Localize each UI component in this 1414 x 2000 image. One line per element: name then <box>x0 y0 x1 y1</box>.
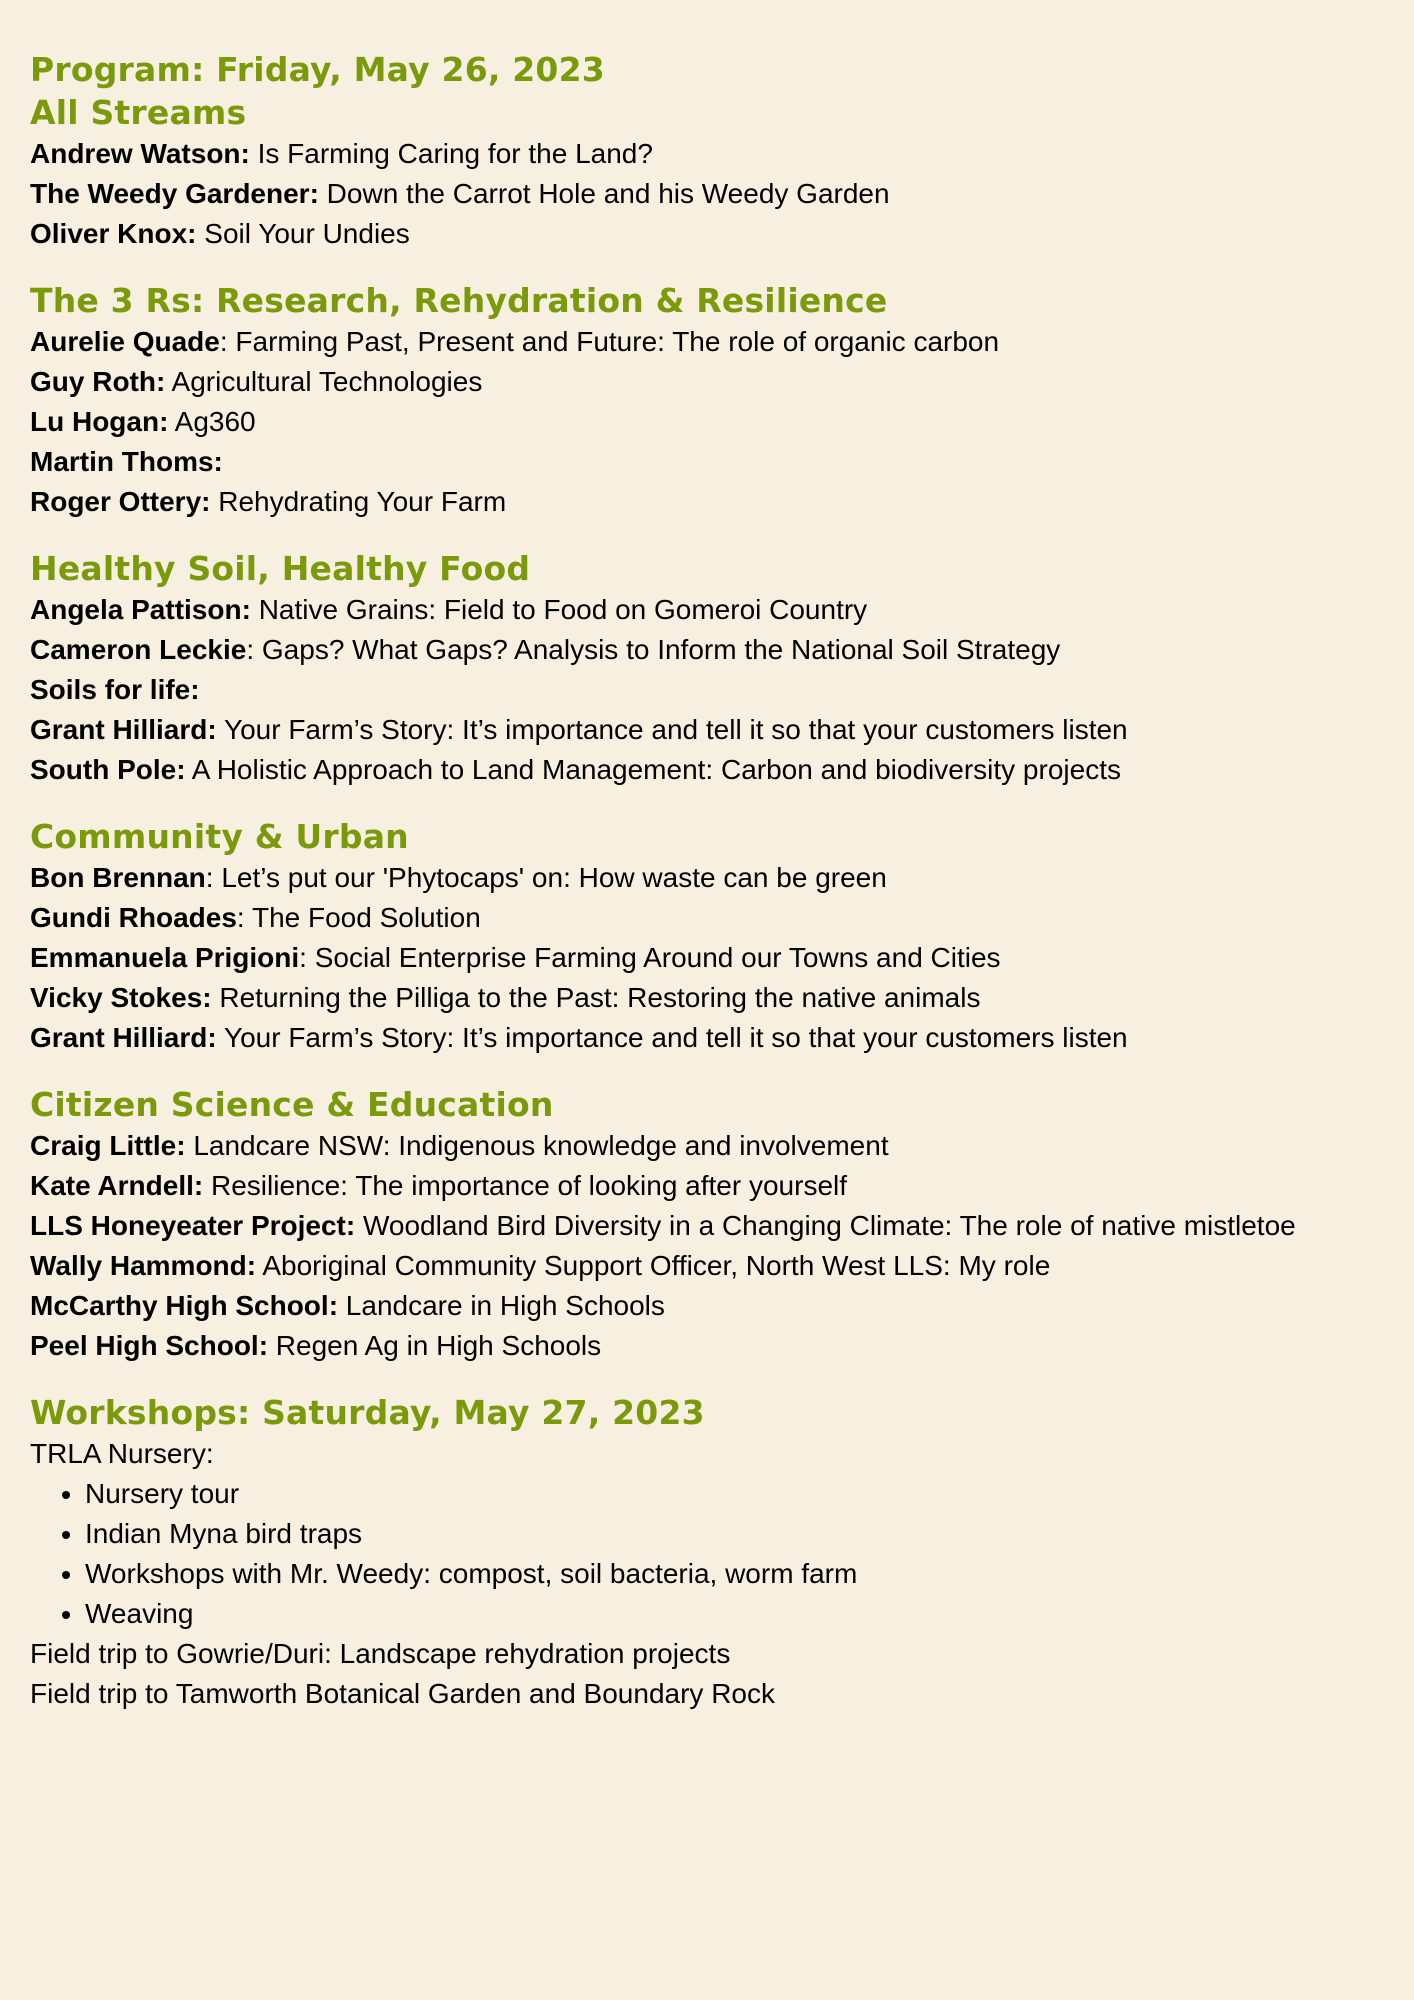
program-item <box>30 1286 1384 1326</box>
separator: : <box>299 942 307 973</box>
talk-title: Regen Ag in High Schools <box>268 1330 602 1361</box>
program-item <box>30 898 1384 938</box>
talk-title: Down the Carrot Hole and his Weedy Garden <box>318 178 890 209</box>
speaker-name: LLS Honeyeater Project: <box>30 1210 356 1241</box>
program-item <box>30 1206 1384 1246</box>
workshop-item: • Workshops with Mr. Weedy: compost, soil bacteria, worm farm <box>85 1554 1384 1594</box>
section-heading: The 3 Rs: Research, Rehydration & Resilience <box>30 281 888 320</box>
program-item <box>30 1166 1384 1206</box>
workshop-list <box>30 1474 1384 1634</box>
speaker-name: Kate Arndell: <box>30 1170 204 1201</box>
field-trip: Field trip to Gowrie/Duri: Landscape rehydration projects <box>30 1638 731 1669</box>
program-item <box>30 214 1384 254</box>
talk-title: Gaps? What Gaps? Analysis to Inform the National Soil Strategy <box>254 634 1061 665</box>
talk-title: Ag360 <box>168 406 256 437</box>
section-citizen-science <box>30 1084 1384 1366</box>
speaker-name: South Pole: <box>30 754 186 785</box>
speaker-name: McCarthy High School: <box>30 1290 339 1321</box>
section-all-streams <box>30 92 1384 254</box>
section-heading: Community & Urban <box>30 817 409 856</box>
speaker-name: Grant Hilliard: <box>30 1022 217 1053</box>
program-title: Program: Friday, May 26, 2023 <box>30 50 605 89</box>
talk-title: Landcare NSW: Indigenous knowledge and involvement <box>185 1130 889 1161</box>
program-item <box>30 174 1384 214</box>
talk-title: Returning the Pilliga to the Past: Restoring the native animals <box>211 982 981 1013</box>
section-community-urban <box>30 816 1384 1058</box>
program-item <box>30 134 1384 174</box>
program-item <box>30 590 1384 630</box>
talk-title: Social Enterprise Farming Around our Towns and Cities <box>306 942 1001 973</box>
speaker-name: Craig Little: <box>30 1130 186 1161</box>
program-item <box>30 1326 1384 1366</box>
talk-title: Your Farm’s Story: It’s importance and tell it so that your customers listen <box>216 714 1128 745</box>
separator: : <box>246 634 255 665</box>
talk-title: Rehydrating Your Farm <box>210 486 507 517</box>
speaker-name: Soils for life: <box>30 674 200 705</box>
talk-title: Soil Your Undies <box>196 218 410 249</box>
talk-title: Let’s put our 'Phytocaps' on: How waste can be green <box>213 862 887 893</box>
speaker-name: Peel High School: <box>30 1330 269 1361</box>
program-item <box>30 1018 1384 1058</box>
separator: : <box>205 862 214 893</box>
separator: : <box>236 902 245 933</box>
talk-title: Is Farming Caring for the Land? <box>249 138 653 169</box>
workshop-item: • Indian Myna bird traps <box>85 1514 1384 1554</box>
speaker-name: Andrew Watson: <box>30 138 250 169</box>
program-item <box>30 710 1384 750</box>
program-item <box>30 1246 1384 1286</box>
talk-title: Your Farm’s Story: It’s importance and tell it so that your customers listen <box>216 1022 1128 1053</box>
speaker-name: Aurelie Quade <box>30 326 220 357</box>
separator: : <box>219 326 228 357</box>
talk-title: Native Grains: Field to Food on Gomeroi Country <box>250 594 868 625</box>
program-item <box>30 402 1384 442</box>
workshop-item: • Nursery tour <box>85 1474 1384 1514</box>
section-workshops <box>30 1392 1384 1714</box>
talk-title: Resilience: The importance of looking after yourself <box>203 1170 848 1201</box>
speaker-name: Vicky Stokes: <box>30 982 212 1013</box>
speaker-name: Cameron Leckie <box>30 634 247 665</box>
speaker-name: Roger Ottery: <box>30 486 211 517</box>
speaker-name: Wally Hammond: <box>30 1250 257 1281</box>
speaker-name: Gundi Rhoades <box>30 902 237 933</box>
program-item <box>30 630 1384 670</box>
talk-title: Landcare in High Schools <box>338 1290 665 1321</box>
speaker-name: The Weedy Gardener: <box>30 178 319 209</box>
speaker-name: Bon Brennan <box>30 862 206 893</box>
program-item <box>30 750 1384 790</box>
speaker-name: Emmanuela Prigioni <box>30 942 300 973</box>
talk-title: Aboriginal Community Support Officer, North West LLS: My role <box>256 1250 1051 1281</box>
program-item <box>30 978 1384 1018</box>
speaker-name: Martin Thoms: <box>30 446 223 477</box>
program-item <box>30 362 1384 402</box>
program-item <box>30 442 1384 482</box>
section-healthy-soil <box>30 548 1384 790</box>
talk-title: The Food Solution <box>244 902 481 933</box>
program-item <box>30 670 1384 710</box>
talk-title: A Holistic Approach to Land Management: Carbon and biodiversity projects <box>185 754 1121 785</box>
workshops-heading: Workshops: Saturday, May 27, 2023 <box>30 1393 705 1432</box>
program-item <box>30 482 1384 522</box>
speaker-name: Oliver Knox: <box>30 218 197 249</box>
program-item <box>30 938 1384 978</box>
program-item <box>30 858 1384 898</box>
speaker-name: Angela Pattison: <box>30 594 251 625</box>
talk-title: Woodland Bird Diversity in a Changing Climate: The role of native mistletoe <box>355 1210 1296 1241</box>
section-3-rs <box>30 280 1384 522</box>
program-item <box>30 1126 1384 1166</box>
field-trip: Field trip to Tamworth Botanical Garden and Boundary Rock <box>30 1678 775 1709</box>
talk-title: Agricultural Technologies <box>165 366 483 397</box>
section-heading: Healthy Soil, Healthy Food <box>30 549 531 588</box>
speaker-name: Lu Hogan: <box>30 406 169 437</box>
program-item <box>30 322 1384 362</box>
speaker-name: Grant Hilliard: <box>30 714 217 745</box>
speaker-name: Guy Roth: <box>30 366 166 397</box>
talk-title: Farming Past, Present and Future: The role of organic carbon <box>227 326 1000 357</box>
workshop-item: • Weaving <box>85 1594 1384 1634</box>
workshops-intro: TRLA Nursery: <box>30 1438 214 1469</box>
section-heading: Citizen Science & Education <box>30 1085 554 1124</box>
section-heading: All Streams <box>30 93 247 132</box>
